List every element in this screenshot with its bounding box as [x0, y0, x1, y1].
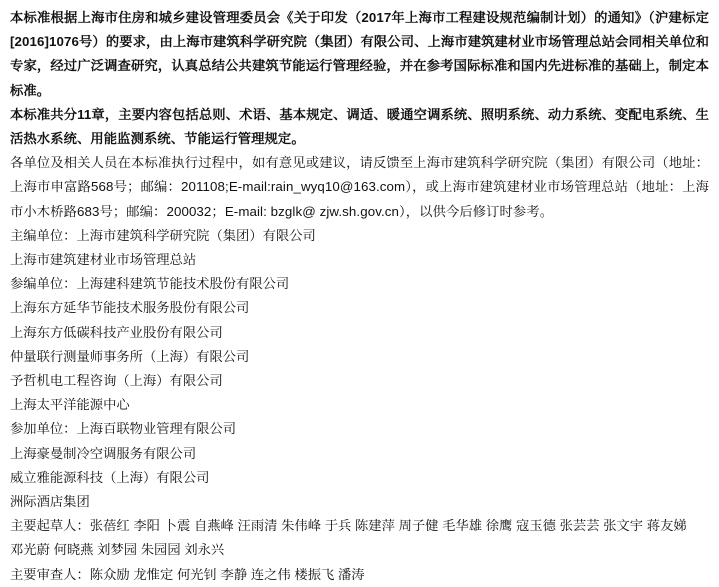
paragraph-block-2 [10, 103, 709, 151]
standard-contents-paragraph: 本标准共分11章，主要内容包括总则、术语、基本规定、调适、暖通空调系统、照明系统、动力系统、变配电系统、生活热水系统、用能监测系统、节能运行管理规定。 [10, 106, 709, 147]
credit-line-co-editor: 参编单位：上海建科建筑节能技术股份有限公司 [10, 276, 290, 292]
main-authors-line-2: 邓光蔚 何晓燕 刘梦园 朱园园 刘永兴 [10, 542, 225, 558]
standard-basis-paragraph: 本标准根据上海市住房和城乡建设管理委员会《关于印发（2017年上海市工程建设规范编制计划）的通知》（沪建标定[2016]1076号）的要求，由上海市建筑科学研究院（集团）有限公司、上海市建筑建材业市场管理总站会同相关单位和专家，经过广泛调查研究，认真总结公共建筑节能运行管理经验，并在参考国际标准和国内先进标准的基础上，制定本标准。 [10, 10, 709, 98]
credit-line-co-editor-2: 上海东方延华节能技术服务股份有限公司 [10, 300, 250, 316]
main-reviewers-line: 主要审查人：陈众励 龙惟定 何光钊 李静 连之伟 楼振飞 潘涛 [10, 566, 365, 582]
credit-line-co-editor-6: 上海太平洋能源中心 [10, 397, 130, 413]
credit-line-chief-editor: 主编单位：上海市建筑科学研究院（集团）有限公司 [10, 227, 316, 243]
credit-line-participant-2: 上海豪曼制冷空调服务有限公司 [10, 445, 197, 461]
credit-line-co-editor-4: 仲量联行测量师事务所（上海）有限公司 [10, 348, 250, 364]
credit-line-participant-4: 洲际酒店集团 [10, 494, 90, 510]
paragraph-block-3 [10, 151, 709, 224]
paragraph-block-1 [10, 6, 709, 103]
credit-line-co-editor-3: 上海东方低碳科技产业股份有限公司 [10, 324, 223, 340]
feedback-contact-paragraph: 各单位及相关人员在本标准执行过程中，如有意见或建议，请反馈至上海市建筑科学研究院（集团）有限公司（地址：上海市申富路568号；邮编：201108;E-mail:rain_wyq10@163.com），或上海市建筑建材业市场管理总站（地址：上海市小木桥路683号；邮编：200032；E-mail: bzglk@ zjw.sh.gov.cn），以供今后修订时参考。 [10, 155, 709, 219]
contributors-block [10, 514, 709, 587]
credit-line-chief-editor-2: 上海市建筑建材业市场管理总站 [10, 252, 197, 268]
main-authors-line-1: 主要起草人：张蓓红 李阳 卜震 自燕峰 汪雨清 朱伟峰 于兵 陈建萍 周子健 毛华雄 徐鹰 寇玉德 张芸芸 张文宇 蒋友娣 [10, 518, 687, 534]
credit-line-co-editor-5: 予哲机电工程咨询（上海）有限公司 [10, 373, 223, 389]
credits-list [10, 224, 709, 514]
credit-line-participant-3: 威立雅能源科技（上海）有限公司 [10, 469, 210, 485]
credit-line-participant: 参加单位：上海百联物业管理有限公司 [10, 421, 237, 437]
